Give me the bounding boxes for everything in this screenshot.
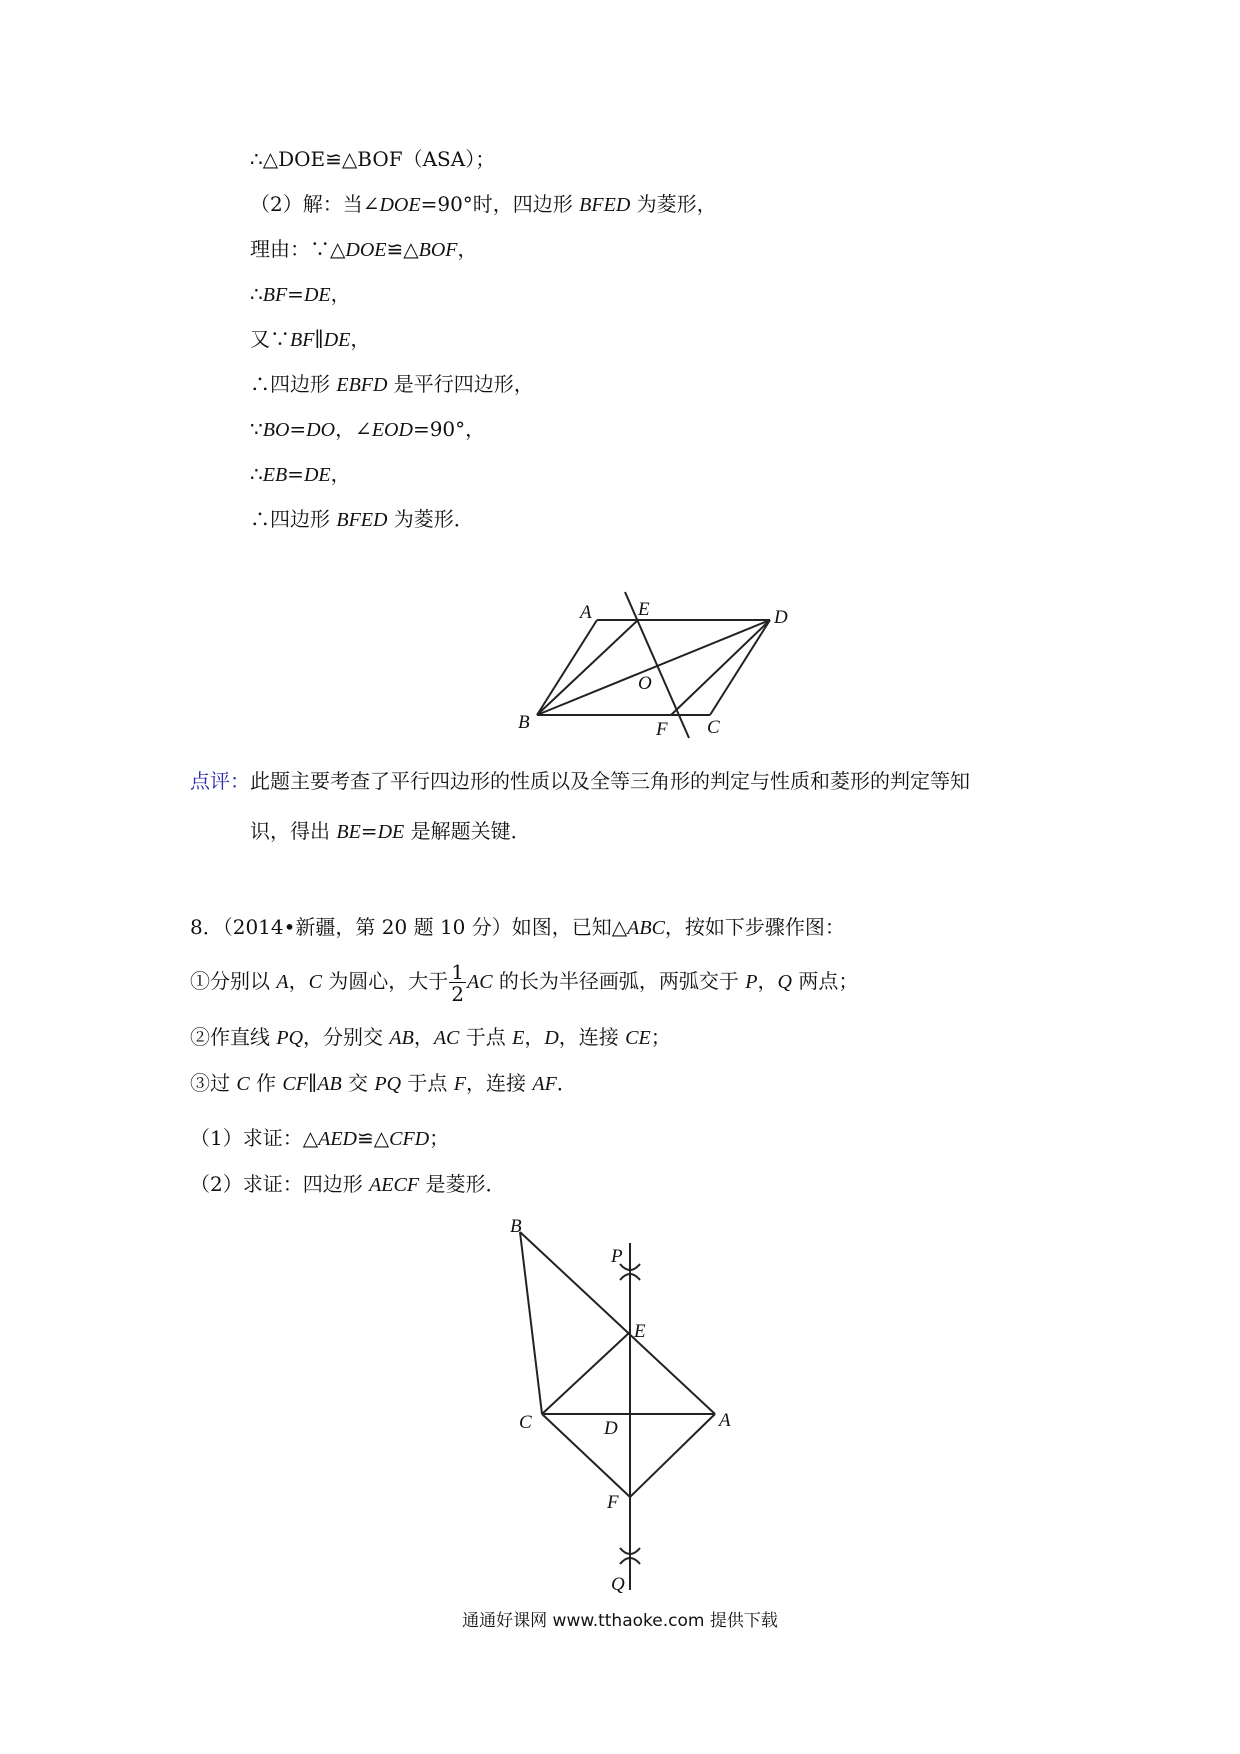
- label-E: E: [638, 599, 650, 620]
- segment-CE: [542, 1332, 630, 1414]
- label-P: P: [611, 1246, 623, 1267]
- proof-line-1: ∴△DOE≌△BOF（ASA）；: [250, 147, 496, 171]
- proof-line-9: ∴四边形 BFED 为菱形．: [250, 507, 474, 531]
- label-C: C: [707, 717, 720, 738]
- label-Q: Q: [611, 1574, 625, 1595]
- proof-line-3: 理由：∵△DOE≌△BOF，: [250, 237, 478, 261]
- footer-source: 通通好课网 www.tthaoke.com 提供下载: [462, 1611, 778, 1631]
- comment-line-2: 识，得出 BE=DE 是解题关键．: [250, 819, 531, 843]
- problem-8-heading: 8．（2014•新疆，第 20 题 10 分）如图，已知△ABC，按如下步骤作图：: [190, 915, 845, 939]
- segment-FD: [671, 620, 770, 715]
- segment-BD: [537, 620, 770, 715]
- proof-line-7: ∵BO=DO，∠EOD=90°，: [250, 417, 486, 441]
- segment-DC: [710, 620, 770, 715]
- proof-line-6: ∴四边形 EBFD 是平行四边形，: [250, 372, 534, 396]
- label-F: F: [656, 719, 668, 740]
- label-F: F: [607, 1492, 619, 1513]
- proof-line-2: （2）解：当∠DOE=90°时，四边形 BFED 为菱形，: [250, 192, 717, 216]
- segment-BC: [520, 1232, 542, 1414]
- proof-line-5: 又∵BF∥DE，: [250, 327, 371, 351]
- label-O: O: [638, 673, 652, 694]
- fraction-one-half: $\frac{1}{2}$: [451, 959, 465, 1006]
- proof-line-4: ∴BF=DE，: [250, 282, 351, 306]
- label-D: D: [604, 1418, 618, 1439]
- label-A: A: [719, 1410, 731, 1431]
- problem-8-step-3: ③过 C 作 CF∥AB 交 PQ 于点 F，连接 AF．: [190, 1071, 577, 1095]
- label-B: B: [510, 1216, 522, 1237]
- problem-8-step-2: ②作直线 PQ，分别交 AB，AC 于点 E，D，连接 CE；: [190, 1025, 671, 1049]
- label-A: A: [580, 602, 592, 623]
- label-E: E: [634, 1321, 646, 1342]
- proof-line-8: ∴EB=DE，: [250, 462, 351, 486]
- comment-line-1: 点评：此题主要考查了平行四边形的性质以及全等三角形的判定与性质和菱形的判定等知: [190, 769, 970, 793]
- label-D: D: [774, 607, 788, 628]
- line-EF: [625, 592, 689, 738]
- problem-8-step-1: ①分别以 A，C 为圆心，大于 $\frac{1}{2}$ AC 的长为半径画弧，两弧交于 P，Q 两点；: [190, 959, 859, 1006]
- segment-AF: [630, 1414, 715, 1497]
- label-C: C: [519, 1412, 532, 1433]
- problem-8-question-2: （2）求证：四边形 AECF 是菱形．: [190, 1172, 506, 1196]
- parallelogram-figure: [500, 580, 800, 740]
- label-B: B: [518, 712, 530, 733]
- problem-8-question-1: （1）求证：△AED≌△CFD；: [190, 1126, 450, 1150]
- construction-figure: [500, 1215, 750, 1605]
- comment-label: 点评：: [190, 769, 250, 793]
